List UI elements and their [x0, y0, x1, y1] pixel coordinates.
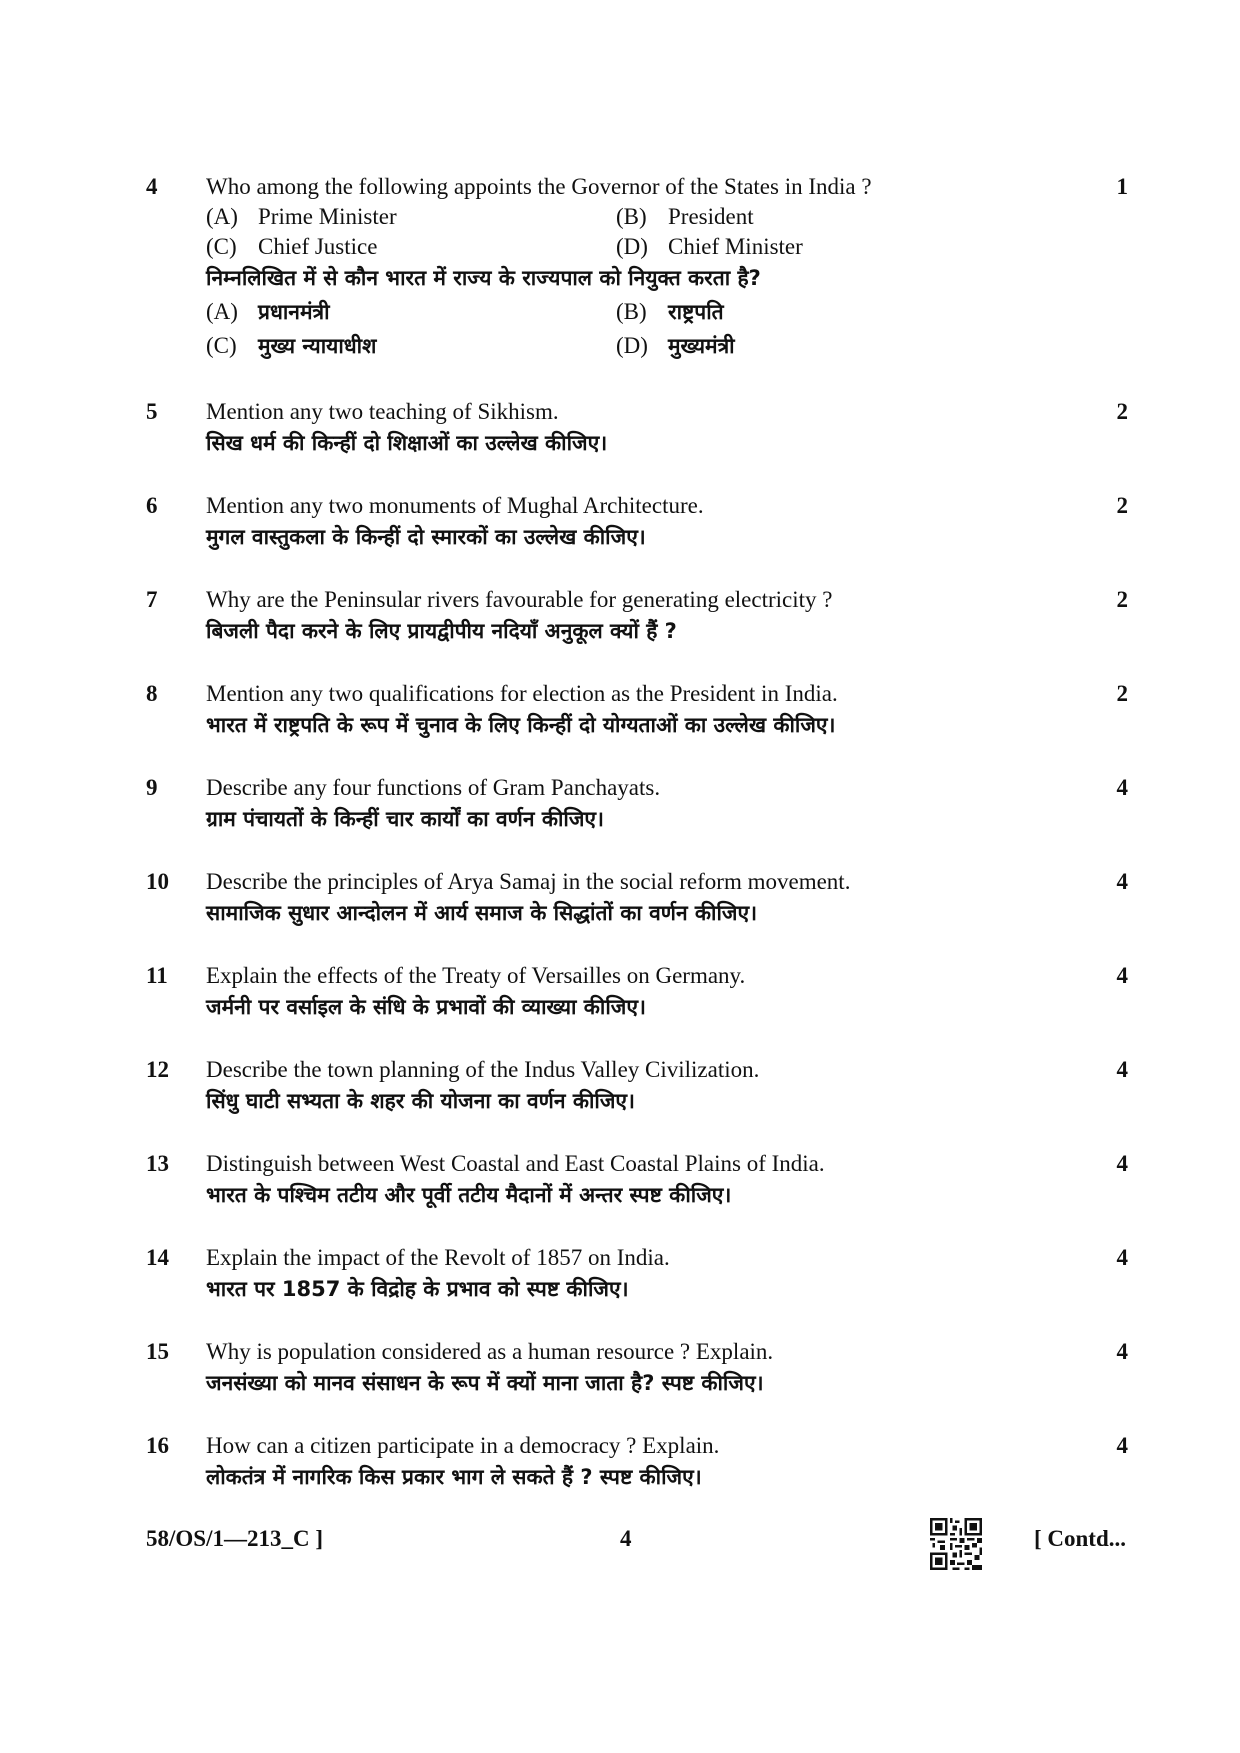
- question-marks: 4: [1116, 963, 1128, 988]
- question-text-hindi: बिजली पैदा करने के लिए प्रायद्वीपीय नदियाँ अनुकूल क्यों हैं ?: [206, 619, 677, 643]
- option-a-english: [206, 202, 397, 232]
- option-text: मुख्य न्यायाधीश: [258, 334, 377, 358]
- question-body: [206, 867, 1106, 929]
- option-text: प्रधानमंत्री: [258, 300, 330, 324]
- question-text-english: Mention any two qualifications for election as the President in India.: [206, 681, 838, 706]
- question-text-hindi: भारत में राष्ट्रपति के रूप में चुनाव के लिए किन्हीं दो योग्यताओं का उल्लेख कीजिए।: [206, 713, 836, 737]
- question-body: [206, 1149, 1106, 1211]
- question-marks: 4: [1116, 1245, 1128, 1270]
- option-c-hindi: [206, 330, 376, 362]
- question-body: [206, 961, 1106, 1023]
- question-body: [206, 491, 1106, 553]
- question-text-english: Distinguish between West Coastal and East Coastal Plains of India.: [206, 1151, 825, 1176]
- question-text-hindi: भारत के पश्चिम तटीय और पूर्वी तटीय मैदानों में अन्तर स्पष्ट कीजिए।: [206, 1183, 732, 1207]
- question-marks: 2: [1116, 493, 1128, 518]
- option-d-english: [616, 232, 803, 262]
- option-label: (C): [206, 333, 237, 358]
- option-text: Chief Justice: [258, 234, 378, 259]
- question-text-english: Mention any two teaching of Sikhism.: [206, 399, 559, 424]
- question-text-english: Mention any two monuments of Mughal Architecture.: [206, 493, 704, 518]
- question-number: 13: [146, 1151, 169, 1176]
- option-text: मुख्यमंत्री: [668, 334, 735, 358]
- question-number: 16: [146, 1433, 169, 1458]
- question-text-hindi: जनसंख्या को मानव संसाधन के रूप में क्यों माना जाता है? स्पष्ट कीजिए।: [206, 1371, 764, 1395]
- question-text-english: Why is population considered as a human resource ? Explain.: [206, 1339, 774, 1364]
- question-body: [206, 397, 1106, 459]
- question-marks: 4: [1116, 1057, 1128, 1082]
- question-marks: 4: [1116, 775, 1128, 800]
- question-number: 7: [146, 587, 158, 612]
- question-body: [206, 172, 1106, 364]
- question-marks: 4: [1116, 1151, 1128, 1176]
- option-label: (B): [616, 299, 647, 324]
- option-label: (A): [206, 204, 238, 229]
- continued-label: [ Contd...: [1033, 1526, 1126, 1551]
- qr-code-icon: [930, 1518, 982, 1570]
- page-footer: [146, 1524, 1126, 1584]
- option-label: (D): [616, 234, 648, 259]
- question-number: 14: [146, 1245, 169, 1270]
- question-marks: 4: [1116, 1433, 1128, 1458]
- question-number: 10: [146, 869, 169, 894]
- question-number: 15: [146, 1339, 169, 1364]
- question-text-hindi: निम्नलिखित में से कौन भारत में राज्य के राज्यपाल को नियुक्त करता है?: [206, 266, 761, 290]
- question-body: [206, 1055, 1106, 1117]
- option-text: राष्ट्रपति: [668, 300, 724, 324]
- question-text-english: Describe the town planning of the Indus Valley Civilization.: [206, 1057, 760, 1082]
- option-text: Prime Minister: [258, 204, 397, 229]
- option-c-english: [206, 232, 377, 262]
- option-a-hindi: [206, 296, 330, 328]
- question-body: [206, 773, 1106, 835]
- question-body: [206, 1431, 1106, 1493]
- question-body: [206, 585, 1106, 647]
- option-label: (D): [616, 333, 648, 358]
- question-text-english: How can a citizen participate in a democracy ? Explain.: [206, 1433, 720, 1458]
- option-b-hindi: [616, 296, 724, 328]
- question-text-english: Explain the effects of the Treaty of Versailles on Germany.: [206, 963, 746, 988]
- question-marks: 4: [1116, 1339, 1128, 1364]
- option-label: (A): [206, 299, 238, 324]
- question-text-hindi: सिंधु घाटी सभ्यता के शहर की योजना का वर्णन कीजिए।: [206, 1089, 635, 1113]
- option-b-english: [616, 202, 754, 232]
- question-body: [206, 1243, 1106, 1305]
- question-text-hindi: सामाजिक सुधार आन्दोलन में आर्य समाज के सिद्धांतों का वर्णन कीजिए।: [206, 901, 758, 925]
- question-marks: 2: [1116, 587, 1128, 612]
- question-body: [206, 679, 1106, 741]
- question-marks: 1: [1116, 174, 1128, 199]
- question-marks: 2: [1116, 399, 1128, 424]
- question-text-english: Describe the principles of Arya Samaj in the social reform movement.: [206, 869, 851, 894]
- question-text-hindi: ग्राम पंचायतों के किन्हीं चार कार्यों का वर्णन कीजिए।: [206, 807, 604, 831]
- question-body: [206, 1337, 1106, 1399]
- options-english: [206, 202, 1106, 262]
- question-text-hindi: लोकतंत्र में नागरिक किस प्रकार भाग ले सकते हैं ? स्पष्ट कीजिए।: [206, 1465, 702, 1489]
- question-text-hindi: जर्मनी पर वर्साइल के संधि के प्रभावों की व्याख्या कीजिए।: [206, 995, 646, 1019]
- question-number: 6: [146, 493, 158, 518]
- option-d-hindi: [616, 330, 735, 362]
- question-number: 4: [146, 174, 158, 199]
- question-text-english: Why are the Peninsular rivers favourable for generating electricity ?: [206, 587, 833, 612]
- page-number: 4: [620, 1526, 632, 1551]
- question-number: 11: [146, 963, 168, 988]
- option-text: President: [668, 204, 754, 229]
- question-marks: 4: [1116, 869, 1128, 894]
- question-number: 5: [146, 399, 158, 424]
- question-number: 9: [146, 775, 158, 800]
- options-hindi: [206, 294, 1106, 364]
- question-marks: 2: [1116, 681, 1128, 706]
- option-label: (B): [616, 204, 647, 229]
- question-text-hindi: भारत पर 1857 के विद्रोह के प्रभाव को स्पष्ट कीजिए।: [206, 1277, 629, 1301]
- question-number: 8: [146, 681, 158, 706]
- question-number: 12: [146, 1057, 169, 1082]
- question-text-english: Describe any four functions of Gram Panchayats.: [206, 775, 661, 800]
- question-text-english: Explain the impact of the Revolt of 1857 on India.: [206, 1245, 670, 1270]
- question-text-hindi: मुगल वास्तुकला के किन्हीं दो स्मारकों का उल्लेख कीजिए।: [206, 525, 646, 549]
- option-text: Chief Minister: [668, 234, 803, 259]
- paper-code: 58/OS/1—213_C ]: [146, 1526, 323, 1551]
- question-text-hindi: सिख धर्म की किन्हीं दो शिक्षाओं का उल्लेख कीजिए।: [206, 431, 608, 455]
- question-text-english: Who among the following appoints the Governor of the States in India ?: [206, 174, 872, 199]
- option-label: (C): [206, 234, 237, 259]
